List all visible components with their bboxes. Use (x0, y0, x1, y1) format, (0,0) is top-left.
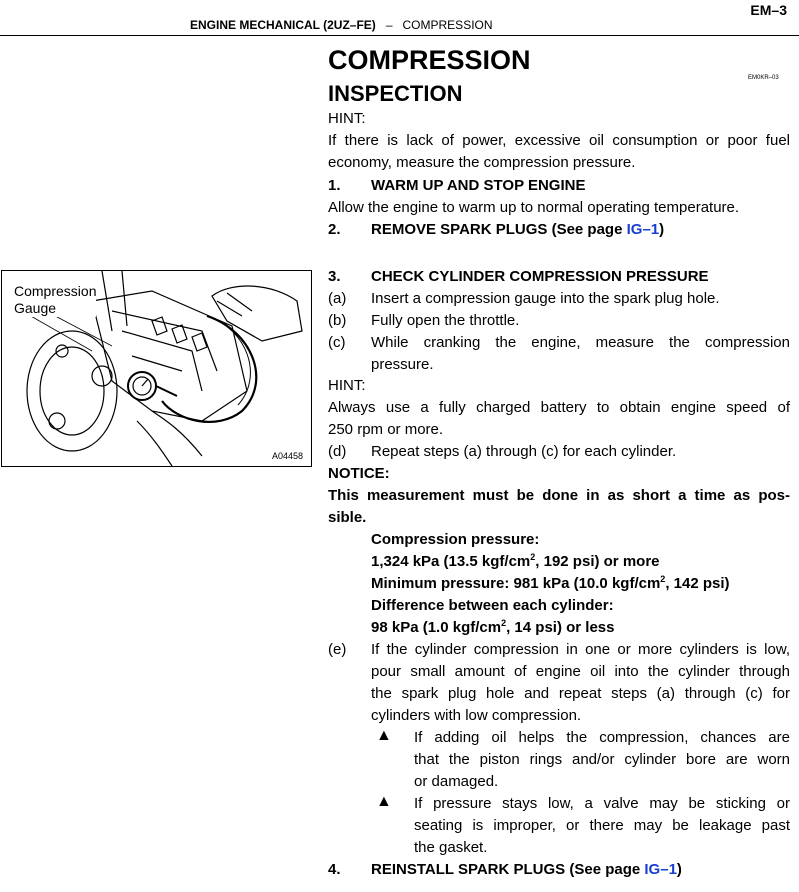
figure-callout-label: Compression Gauge (14, 283, 97, 316)
spec-line: Difference between each cylinder: (371, 597, 614, 614)
spec-line: Compression pressure: (371, 531, 540, 548)
triangle-bullet-icon: ▲ (376, 793, 392, 810)
substep-label: (d) (328, 443, 347, 460)
hint-text-line: Always use a fully charged battery to obtain engine speed of (328, 399, 790, 416)
triangle-bullet-icon: ▲ (376, 727, 392, 744)
substep-label: (a) (328, 290, 347, 307)
hint-text-line: If there is lack of power, excessive oil consumption or poor fuel (328, 132, 790, 149)
header-rule (0, 35, 799, 36)
substep-text: Insert a compression gauge into the spark plug hole. (371, 290, 720, 307)
substep-text: the spark plug hole and repeat steps (a) through (c) for (371, 685, 790, 702)
spec-line: 98 kPa (1.0 kgf/$cm^2$, 14 psi) or less (371, 618, 615, 636)
step-text: Allow the engine to warm up to normal operating temperature. (328, 199, 740, 216)
substep-text: While cranking the engine, measure the compression (371, 334, 790, 351)
hint-label: HINT: (328, 110, 366, 127)
bullet-text: If adding oil helps the compression, chances are (414, 729, 790, 746)
substep-label: (c) (328, 334, 346, 351)
substep-text: pressure. (371, 356, 434, 373)
spec-line: 1,324 kPa (13.5 kgf/$cm^2$, 192 psi) or more (371, 552, 660, 570)
header-dash: – (385, 18, 393, 32)
substep-label: (b) (328, 312, 347, 329)
notice-text-line: This measurement must be done in as short a time as pos- (328, 487, 790, 504)
page-link[interactable]: IG–1 (626, 221, 660, 238)
step-number: 3. (328, 268, 341, 285)
page-subtitle: INSPECTION (328, 81, 463, 106)
bullet-text: seating is improper, or there may be leakage past (414, 817, 790, 834)
header-section-bold: ENGINE MECHANICAL (2UZ–FE) (190, 18, 376, 32)
bullet-text: or damaged. (414, 773, 499, 790)
bullet-text: If pressure stays low, a valve may be sticking or (414, 795, 790, 812)
hint-text-line: economy, measure the compression pressure. (328, 154, 636, 171)
hint-label: HINT: (328, 377, 366, 394)
running-header (190, 18, 493, 32)
notice-label: NOTICE: (328, 465, 390, 482)
step-number: 2. (328, 221, 341, 238)
substep-text: pour small amount of engine oil into the cylinder through (371, 663, 790, 680)
hint-text-line: 250 rpm or more. (328, 421, 444, 438)
notice-text-line: sible. (328, 509, 367, 526)
page-number: EM–3 (750, 2, 787, 18)
substep-text: cylinders with low compression. (371, 707, 582, 724)
substep-text: Fully open the throttle. (371, 312, 520, 329)
page-title: COMPRESSION (328, 45, 531, 75)
step-title: REINSTALL SPARK PLUGS (See page IG–1) (371, 861, 682, 878)
substep-text: Repeat steps (a) through (c) for each cylinder. (371, 443, 677, 460)
step-title: WARM UP AND STOP ENGINE (371, 177, 586, 194)
doc-code: EM0KR–03 (748, 75, 779, 81)
bullet-text: the gasket. (414, 839, 488, 856)
step-number: 1. (328, 177, 341, 194)
figure-compression-gauge (1, 270, 312, 467)
step-title: REMOVE SPARK PLUGS (See page IG–1) (371, 221, 665, 238)
step-number: 4. (328, 861, 341, 878)
header-section: COMPRESSION (402, 18, 493, 32)
substep-text: If the cylinder compression in one or more cylinders is low, (371, 641, 790, 658)
bullet-text: that the piston rings and/or cylinder bore are worn (414, 751, 790, 768)
step-title: CHECK CYLINDER COMPRESSION PRESSURE (371, 268, 709, 285)
page-link[interactable]: IG–1 (644, 861, 677, 878)
figure-code: A04458 (272, 451, 304, 461)
spec-line: Minimum pressure: 981 kPa (10.0 kgf/$cm^2$, 142 psi) (371, 574, 730, 592)
substep-label: (e) (328, 641, 347, 658)
